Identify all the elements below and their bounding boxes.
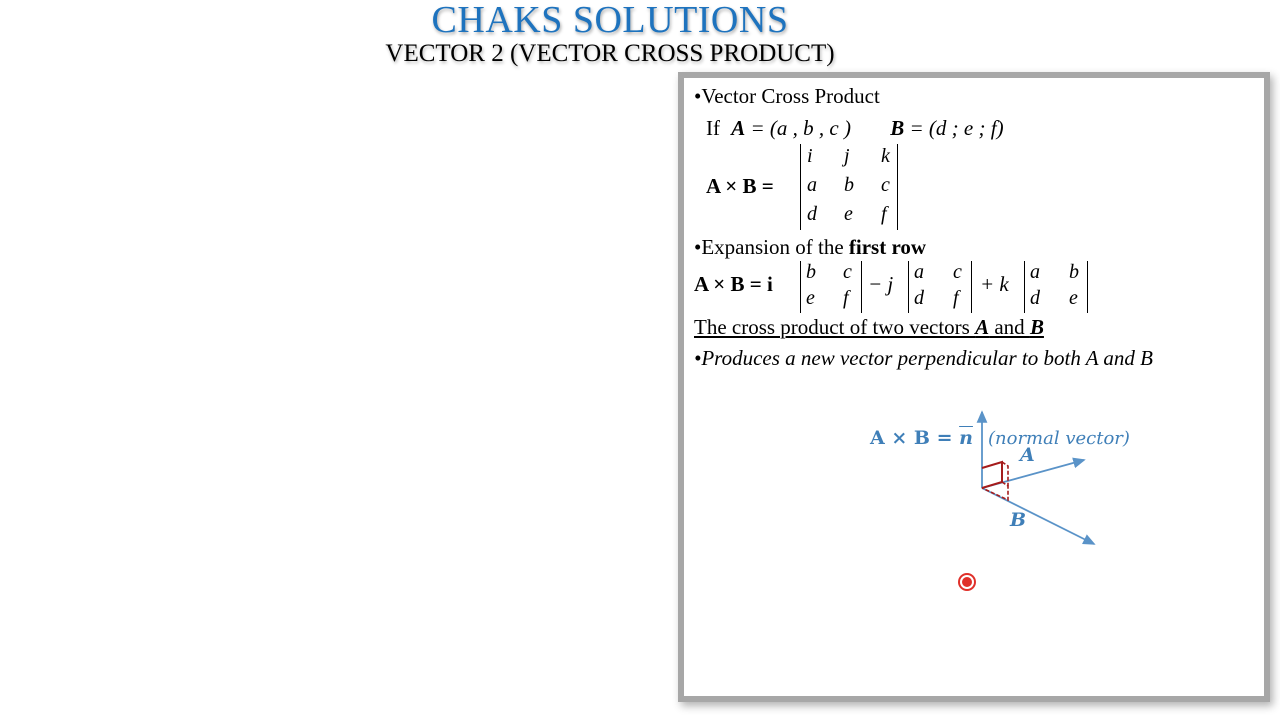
brand-title: CHAKS SOLUTIONS bbox=[431, 0, 789, 41]
det-cell: d bbox=[807, 203, 817, 225]
det-cell: d bbox=[914, 287, 924, 309]
vector-b-symbol: B bbox=[890, 116, 905, 140]
det-cell: a bbox=[1030, 261, 1040, 283]
if-word: If bbox=[706, 116, 720, 140]
det-cell: a bbox=[807, 174, 817, 196]
normal-lhs: A × B = bbox=[870, 427, 960, 449]
det-cell: b bbox=[1069, 261, 1079, 283]
definition-vector-a: A bbox=[975, 315, 990, 339]
cross-lhs: A × B = bbox=[706, 174, 774, 198]
expansion-lhs: A × B = i bbox=[694, 272, 773, 296]
label-b: B bbox=[1010, 509, 1027, 531]
minor-determinant-i bbox=[800, 261, 862, 313]
label-a: A bbox=[1020, 444, 1035, 466]
det-cell: c bbox=[881, 174, 890, 196]
det-cell: j bbox=[844, 145, 850, 167]
vector-a-symbol: A bbox=[731, 116, 746, 140]
det-cell: f bbox=[881, 203, 887, 225]
det-cell: a bbox=[914, 261, 924, 283]
cross-product-definition bbox=[694, 315, 1044, 340]
det-cell: b bbox=[806, 261, 816, 283]
vector-diagram bbox=[964, 404, 1124, 554]
det-cell: e bbox=[1069, 287, 1078, 309]
det-cell: e bbox=[806, 287, 815, 309]
main-determinant bbox=[800, 144, 898, 230]
minor-determinant-j bbox=[908, 261, 972, 313]
bullet-expansion-bold: first row bbox=[848, 235, 927, 259]
minor-determinant-k bbox=[1024, 261, 1088, 313]
det-cell: c bbox=[953, 261, 962, 283]
record-indicator bbox=[960, 575, 974, 589]
definition-text: The cross product of two vectors bbox=[694, 315, 976, 339]
vector-b-components: = (d ; e ; f) bbox=[909, 116, 1004, 140]
slide-panel bbox=[678, 72, 1270, 702]
det-cell: e bbox=[844, 203, 853, 225]
normal-vector-note: (normal vector) bbox=[988, 428, 1130, 449]
det-cell: b bbox=[844, 174, 854, 196]
normal-vector-equation bbox=[870, 427, 973, 449]
det-cell: i bbox=[807, 145, 813, 167]
minus-j-term: − j bbox=[868, 272, 894, 296]
bullet-expansion-text: •Expansion of the bbox=[694, 235, 849, 259]
det-cell: c bbox=[843, 261, 852, 283]
det-cell: k bbox=[881, 145, 890, 167]
definition-line bbox=[706, 116, 1004, 141]
vector-a-components: = (a , b , c ) bbox=[750, 116, 851, 140]
bullet-vector-cross-product: •Vector Cross Product bbox=[694, 84, 880, 108]
normal-n: $\overline{n}$ bbox=[959, 427, 973, 449]
det-cell: d bbox=[1030, 287, 1040, 309]
det-cell: f bbox=[953, 287, 959, 309]
bullet-perpendicular: •Produces a new vector perpendicular to both A and B bbox=[694, 346, 1153, 370]
definition-vector-b: B bbox=[1029, 315, 1044, 339]
definition-and: and bbox=[989, 315, 1030, 339]
plus-k-term: + k bbox=[980, 272, 1009, 296]
det-cell: f bbox=[843, 287, 849, 309]
bullet-expansion bbox=[694, 235, 926, 260]
slide-subtitle: VECTOR 2 (VECTOR CROSS PRODUCT) bbox=[385, 40, 835, 67]
